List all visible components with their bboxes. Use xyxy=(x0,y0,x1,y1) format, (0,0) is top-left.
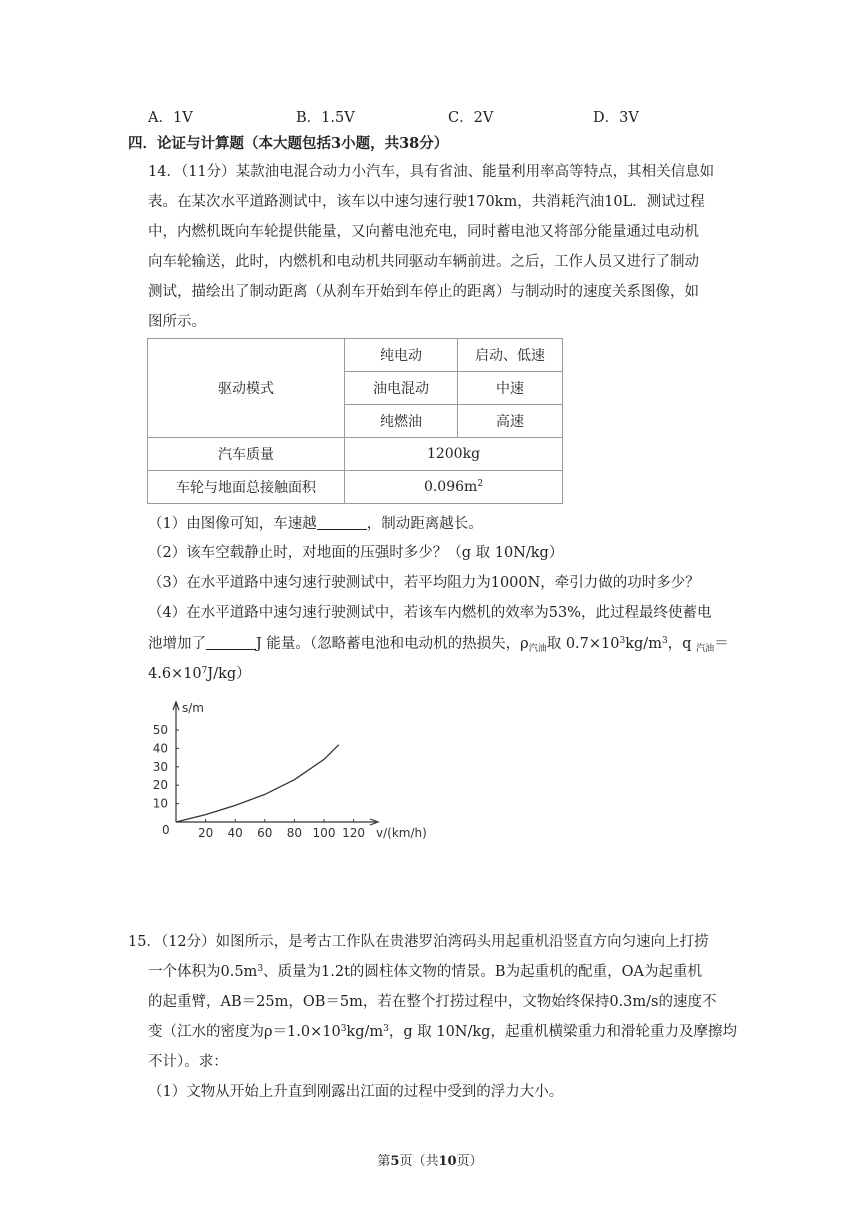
area-label: 车轮与地面总接触面积 xyxy=(148,471,345,504)
area-exponent: 2 xyxy=(477,479,484,489)
x-tick-label: 60 xyxy=(257,826,273,840)
q14-sub-1 xyxy=(148,514,483,534)
y-tick-label: 10 xyxy=(152,796,168,811)
q14-sub-1-post: ，制动距离越长。 xyxy=(366,516,483,532)
q14-sub-4-line-1: （4）在水平道路中速匀速行驶测试中，若该车内燃机的效率为53%，此过程最终使蓄电 xyxy=(148,605,712,621)
q15-sub-1: （1）文物从开始上升直到刚露出江面的过程中受到的浮力大小。 xyxy=(148,1084,564,1100)
x-tick-label: 120 xyxy=(342,826,366,840)
q14-sub-4-text: J/kg） xyxy=(207,666,251,682)
q14-sub-4-line-3 xyxy=(148,664,251,684)
origin-label: 0 xyxy=(162,823,170,837)
volume-exponent: 3 xyxy=(257,964,264,974)
speed-cell: 高速 xyxy=(458,405,563,438)
x-axis-label: v/(km/h) xyxy=(376,826,427,840)
mass-value: 1200kg xyxy=(345,438,563,471)
info-table xyxy=(147,338,563,504)
x-tick-label: 40 xyxy=(227,826,243,840)
speed-cell: 中速 xyxy=(458,372,563,405)
q14-line-5: 测试，描绘出了制动距离（从刹车开始到车停止的距离）与制动时的速度关系图像，如 xyxy=(148,284,699,300)
braking-distance-chart xyxy=(140,698,440,848)
rho-exponent: 3 xyxy=(619,636,626,646)
q14-sub-4-text: J 能量。（忽略蓄电池和电动机的热损失，ρ xyxy=(256,636,529,652)
mass-label: 汽车质量 xyxy=(148,438,345,471)
page-total: 10 xyxy=(438,1154,457,1169)
q15-text: ，g 取 10N/kg，起重机横梁重力和滑轮重力及摩擦均 xyxy=(388,1024,737,1040)
q15-text: 一个体积为0.5m xyxy=(148,964,258,980)
unit-exponent: 3 xyxy=(661,636,668,646)
drive-mode-label: 驱动模式 xyxy=(148,339,345,438)
mode-cell: 纯燃油 xyxy=(345,405,458,438)
option-d: D．3V xyxy=(593,110,639,126)
q15-text: kg/m xyxy=(346,1024,384,1040)
y-axis-label: s/m xyxy=(182,701,204,715)
q14-line-6: 图所示。 xyxy=(148,314,206,330)
mode-cell: 纯电动 xyxy=(345,339,458,372)
braking-curve xyxy=(176,745,339,822)
q14-line-1: 14．（11分）某款油电混合动力小汽车，具有省油、能量利用率高等特点，其相关信息如 xyxy=(148,164,715,180)
q14-sub-4-text: ，q xyxy=(667,636,697,652)
y-tick-label: 40 xyxy=(152,741,168,756)
answer-blank[interactable] xyxy=(317,515,367,530)
rho-subscript: 汽油 xyxy=(528,644,547,654)
q15-text: 、质量为1.2t的圆柱体文物的情景。B为起重机的配重，OA为起重机 xyxy=(263,964,702,980)
page-footer xyxy=(0,1150,860,1169)
q15-line-3: 的起重臂，AB＝25m，OB＝5m，若在整个打捞过程中，文物始终保持0.3m/s的速度不 xyxy=(148,994,717,1010)
q14-sub-4-text: ＝ xyxy=(714,636,729,652)
unit-exponent: 3 xyxy=(383,1024,389,1034)
page-number: 5 xyxy=(390,1154,400,1169)
q14-sub-3: （3）在水平道路中速匀速行驶测试中，若平均阻力为1000N，牵引力做的功时多少？ xyxy=(148,575,700,591)
q14-sub-4-line-2 xyxy=(148,634,729,654)
q15-text: 变（江水的密度为ρ＝1.0×10 xyxy=(148,1024,341,1040)
q14-sub-4-text: 取 0.7×10 xyxy=(546,636,620,652)
q15-line-2 xyxy=(148,962,702,982)
footer-text: 页（共 xyxy=(399,1154,439,1169)
answer-blank[interactable] xyxy=(206,635,256,650)
q14-line-3: 中，内燃机既向车轮提供能量，又向蓄电池充电，同时蓄电池又将部分能量通过电动机 xyxy=(148,224,699,240)
q15-line-5: 不计）。求： xyxy=(148,1054,228,1070)
section-title: 四．论证与计算题（本大题包括3小题，共38分） xyxy=(128,135,449,152)
chart-axes xyxy=(173,702,378,825)
option-a: A．1V xyxy=(148,110,193,126)
area-value-cell xyxy=(345,471,563,504)
mode-cell: 油电混动 xyxy=(345,372,458,405)
q14-line-4: 向车轮输送，此时，内燃机和电动机共同驱动车辆前进。之后，工作人员又进行了制动 xyxy=(148,254,699,270)
x-tick-label: 100 xyxy=(312,826,336,840)
x-tick-label: 80 xyxy=(286,826,303,840)
y-tick-label: 50 xyxy=(152,723,168,737)
q14-sub-4-text: kg/m xyxy=(625,636,662,652)
footer-text: 第 xyxy=(377,1154,391,1169)
speed-cell: 启动、低速 xyxy=(458,339,563,372)
y-tick-label: 20 xyxy=(152,778,168,793)
q14-sub-2: （2）该车空载静止时，对地面的压强时多少？（g 取 10N/kg） xyxy=(148,545,564,561)
option-c: C．2V xyxy=(448,110,494,126)
density-exponent: 3 xyxy=(340,1024,347,1034)
q-exponent: 7 xyxy=(201,666,208,676)
footer-text: 页） xyxy=(456,1154,483,1169)
y-tick-label: 30 xyxy=(152,759,168,774)
q14-sub-1-pre: （1）由图像可知，车速越 xyxy=(148,516,317,532)
q14-line-2: 表。在某次水平道路测试中，该车以中速匀速行驶170km，共消耗汽油10L．测试过程 xyxy=(148,194,705,210)
x-tick-label: 20 xyxy=(197,826,214,840)
q15-line-1: 15．（12分）如图所示，是考古工作队在贵港罗泊湾码头用起重机沿竖直方向匀速向上打捞 xyxy=(128,934,709,950)
q14-sub-4-text: 4.6×10 xyxy=(148,666,202,682)
q14-sub-4-pre: 池增加了 xyxy=(148,636,206,652)
area-value: 0.096m xyxy=(423,479,478,495)
q15-line-4 xyxy=(148,1022,737,1042)
option-b: B．1.5V xyxy=(296,110,355,126)
q-subscript: 汽油 xyxy=(696,644,715,654)
